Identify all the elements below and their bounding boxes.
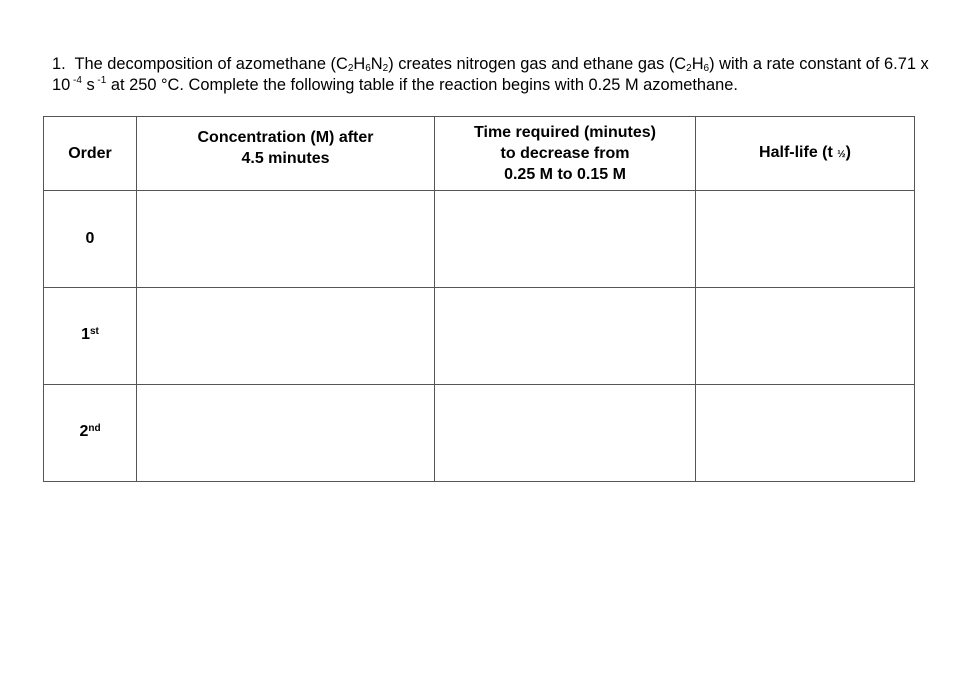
- problem-text: H: [691, 55, 704, 73]
- table-row: [44, 385, 915, 482]
- table-row: [44, 288, 915, 385]
- problem-text: ) with a rate constant of 6.71 x 10: [52, 55, 929, 94]
- order-cell: 0: [44, 191, 137, 288]
- problem-text: H: [353, 55, 366, 73]
- problem-text: N: [370, 55, 383, 73]
- subscript: 2: [686, 63, 692, 74]
- header-concentration-line2: 4.5 minutes: [241, 150, 330, 167]
- header-time-line2: to decrease from: [500, 145, 630, 162]
- header-time-line3: 0.25 M to 0.15 M: [504, 166, 626, 183]
- problem-number: 1.: [52, 55, 66, 73]
- halflife-answer-cell[interactable]: [696, 385, 915, 482]
- halflife-answer-cell[interactable]: [696, 191, 915, 288]
- subscript: 2: [347, 63, 354, 74]
- time-answer-cell[interactable]: [435, 385, 696, 482]
- time-answer-cell[interactable]: [435, 191, 696, 288]
- header-half-life: Half-life (t ½): [696, 117, 915, 191]
- order-cell: 1st: [44, 288, 137, 385]
- problem-text: s: [81, 76, 95, 94]
- table-row: [44, 191, 915, 288]
- superscript: -4: [70, 75, 82, 86]
- header-time-required: [435, 117, 696, 191]
- header-time-line1: Time required (minutes): [474, 124, 656, 141]
- problem-text: ) creates nitrogen gas and ethane gas (C: [388, 55, 687, 73]
- header-concentration: [137, 117, 435, 191]
- problem-statement: [52, 54, 932, 96]
- problem-text: at 250 °C. Complete the following table if the reaction begins with 0.25 M azomethane.: [106, 76, 738, 94]
- header-order: Order: [44, 117, 137, 191]
- order-cell: 2nd: [44, 385, 137, 482]
- subscript: 2: [382, 63, 389, 74]
- concentration-answer-cell[interactable]: [137, 385, 435, 482]
- problem-text: The decomposition of azomethane (C: [74, 55, 348, 73]
- concentration-answer-cell[interactable]: [137, 191, 435, 288]
- subscript: 6: [703, 63, 710, 74]
- time-answer-cell[interactable]: [435, 288, 696, 385]
- table-header-row: [44, 117, 915, 191]
- header-concentration-line1: Concentration (M) after: [197, 129, 374, 146]
- halflife-answer-cell[interactable]: [696, 288, 915, 385]
- concentration-answer-cell[interactable]: [137, 288, 435, 385]
- superscript: -1: [94, 75, 107, 86]
- subscript: 6: [365, 63, 371, 74]
- answer-table: [43, 116, 915, 482]
- half-fraction: ½: [837, 149, 846, 160]
